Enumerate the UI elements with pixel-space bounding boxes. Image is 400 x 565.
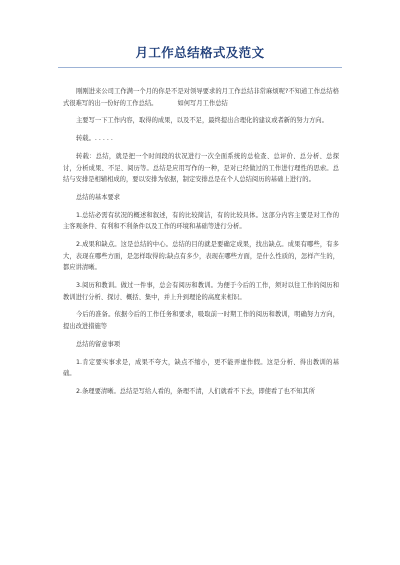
paragraph: 3.阅历和教训。做过一件事，总会有阅历和教训。为便于今后的工作，须对以往工作的阅历和教训进行分析、探讨、概括、集中，并上升到理论的高度来相识。	[63, 282, 339, 301]
paragraph: 转载：总结，就是把一个时间段的状况进行一次全面系统的总检查、总评价、总分析、总探讨，分析成果、不足、阅历等。总结是应用写作的一种，是对已经做过的工作进行理性的思索。总结与安排是相辅相成的，要以安排为依据，制定安排总是在个人总结阅历的基础上进行的。	[63, 152, 339, 184]
paragraph: 转载。. . . . .	[76, 135, 113, 143]
paragraph-intro-text: 刚刚进来公司工作满一个月的你是不是对领导要求的月工作总结非常麻烦呢?不知道工作总结格式很难写的出一份好的工作总结。	[63, 88, 339, 107]
document-body	[63, 86, 339, 404]
paragraph-intro-suffix: 如何写月工作总结	[177, 99, 228, 107]
paragraph: 2.条理要清晰。总结是写给人看的，条理不清，人们就看不下去，即使看了也不知其所	[76, 387, 315, 395]
paragraph-intro	[63, 86, 339, 109]
document-title: 月工作总结格式及范文	[135, 45, 265, 60]
section-heading: 总结的留意事项	[76, 340, 121, 348]
paragraph: 主要写一下工作内容，取得的成果，以及不足，最终提出合理化的建议或者新的努力方向。	[76, 117, 328, 125]
section-heading: 总结的基本要求	[76, 193, 121, 201]
paragraph: 1.肯定要实事求是，成果不夸大，缺点不缩小，更不能弄虚作假。这是分析、得出教训的基础。	[63, 358, 339, 378]
paragraph: 2.成果和缺点。这是总结的中心。总结的目的就是要确定成果，找出缺点。成果有哪些，有多大，表现在哪些方面，是怎样取得的;缺点有多少，表现在哪些方面，是什么性质的，怎样产生的，都应讲清晰。	[63, 241, 339, 272]
title-divider	[58, 67, 342, 68]
paragraph: 今后的准备。依据今后的工作任务和要求，吸取前一时期工作的阅历和教训，明确努力方向，提出改进措施等	[63, 311, 339, 330]
paragraph: 1.总结必需有状况的概述和叙述，有的比较简洁，有的比较具体。这部分内容主要是对工作的主客观条件、有利和不利条件以及工作的环境和基础等进行分析。	[63, 211, 339, 231]
